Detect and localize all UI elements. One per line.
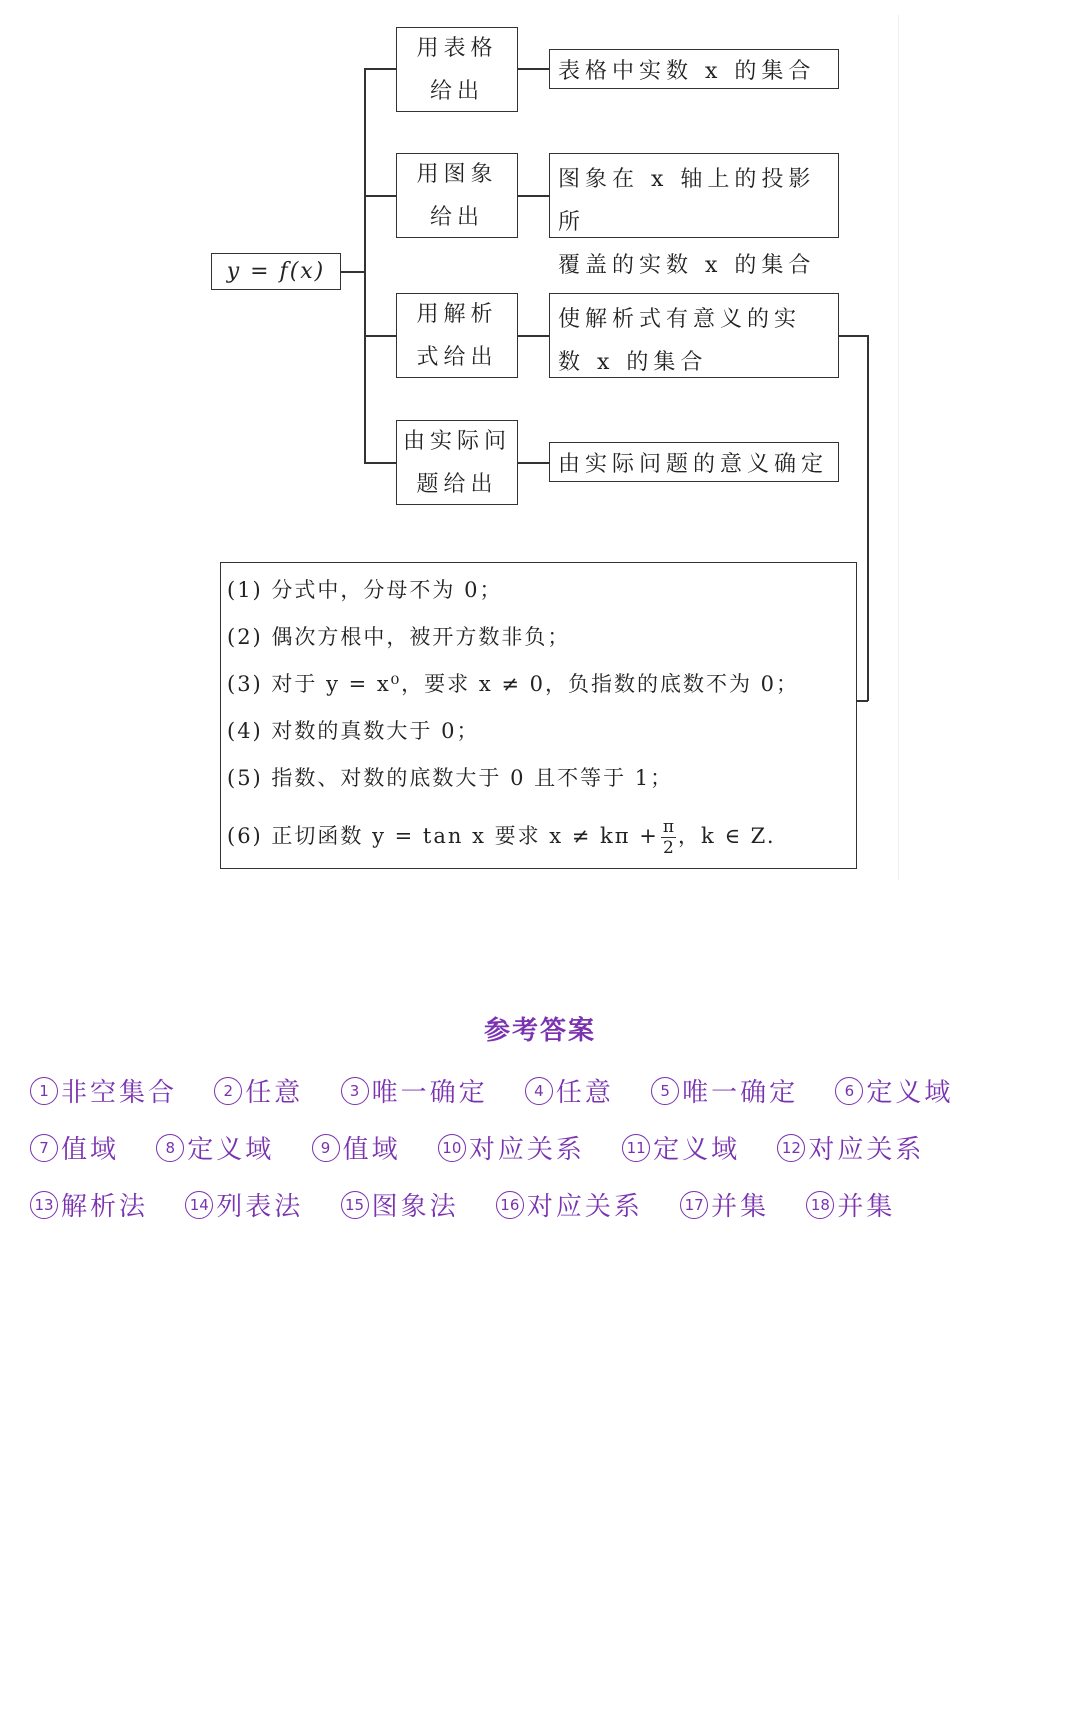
answer-number-badge: 3 <box>341 1077 369 1105</box>
answer-number-badge: 15 <box>341 1191 369 1219</box>
answer-number-badge: 9 <box>312 1134 340 1162</box>
answer-text: 唯一确定 <box>371 1078 488 1108</box>
desc-box-graph <box>549 153 839 278</box>
method-label-line1: 用解析 <box>416 301 498 327</box>
answer-number-badge: 2 <box>214 1077 242 1105</box>
desc-box-formula <box>549 293 839 378</box>
branch-connector-4 <box>364 462 396 464</box>
answer-number-badge: 17 <box>680 1191 708 1219</box>
answer-item <box>185 1192 303 1222</box>
branch-connector-2 <box>364 195 396 197</box>
answer-text: 任意 <box>555 1078 614 1108</box>
answer-text: 定义域 <box>866 1078 954 1108</box>
answer-text: 定义域 <box>653 1135 741 1165</box>
desc-connector-3 <box>518 335 549 337</box>
answer-number-badge: 8 <box>156 1134 184 1162</box>
domain-rules-box <box>220 562 857 869</box>
answer-text: 唯一确定 <box>682 1078 799 1108</box>
answer-number-badge: 12 <box>777 1134 805 1162</box>
branch-connector-1 <box>364 68 396 70</box>
answer-number-badge: 4 <box>525 1077 553 1105</box>
answer-text: 对应关系 <box>808 1135 925 1165</box>
method-label-line1: 用图象 <box>416 161 498 187</box>
answer-number-badge: 13 <box>30 1191 58 1219</box>
answer-item <box>30 1192 148 1222</box>
answer-number-badge: 5 <box>651 1077 679 1105</box>
answer-item <box>777 1135 924 1165</box>
answer-text: 值域 <box>342 1135 401 1165</box>
method-label-line2: 给出 <box>429 204 484 230</box>
answer-number-badge: 16 <box>496 1191 524 1219</box>
answer-item <box>622 1135 740 1165</box>
rule-item-6 <box>227 804 850 868</box>
method-label-line2: 题给出 <box>416 471 498 497</box>
desc-box-table <box>549 49 839 89</box>
desc-connector-4 <box>518 462 549 464</box>
desc-text-line2: 数 x 的集合 <box>558 350 708 375</box>
answer-text: 值域 <box>61 1135 120 1165</box>
root-function-box <box>211 253 341 290</box>
answer-item <box>680 1192 769 1222</box>
rule-item-5: (5) 指数、对数的底数大于 0 且不等于 1； <box>227 766 674 790</box>
answer-number-badge: 1 <box>30 1077 58 1105</box>
rule-6-text-after: ，k ∈ Z. <box>678 824 776 848</box>
branch-trunk <box>364 68 366 463</box>
bracket-top <box>839 335 868 337</box>
answer-item <box>341 1192 459 1222</box>
rule-6-text-before: (6) 正切函数 y = tan x 要求 x ≠ kπ + <box>227 824 659 848</box>
answer-number-badge: 18 <box>806 1191 834 1219</box>
answer-item <box>30 1078 177 1108</box>
fraction-numerator: π <box>662 817 675 837</box>
answer-item <box>835 1078 953 1108</box>
method-label-line1: 用表格 <box>416 35 498 61</box>
method-label-line2: 式给出 <box>416 344 498 370</box>
answer-item <box>525 1078 614 1108</box>
fraction-denominator: 2 <box>663 838 674 858</box>
answer-number-badge: 10 <box>438 1134 466 1162</box>
rule-item-4: (4) 对数的真数大于 0； <box>227 719 480 743</box>
root-function-label: y = f(x) <box>226 259 326 284</box>
desc-text-line2: 覆盖的实数 x 的集合 <box>558 253 816 278</box>
bracket-vertical <box>867 335 869 701</box>
answer-item <box>341 1078 488 1108</box>
rule-item-3: (3) 对于 y = x⁰，要求 x ≠ 0，负指数的底数不为 0； <box>227 672 800 696</box>
branch-connector-3 <box>364 335 396 337</box>
answer-number-badge: 11 <box>622 1134 650 1162</box>
answer-item <box>156 1135 274 1165</box>
answer-text: 并集 <box>837 1192 896 1222</box>
answer-text: 图象法 <box>371 1192 459 1222</box>
answers-list <box>30 1065 1060 1236</box>
answer-text: 并集 <box>711 1192 770 1222</box>
answer-item <box>651 1078 798 1108</box>
desc-text-line1: 使解析式有意义的实 <box>558 307 802 332</box>
method-label-line2: 给出 <box>429 78 484 104</box>
answer-item <box>496 1192 643 1222</box>
answers-title: 参考答案 <box>483 1016 596 1046</box>
answer-number-badge: 7 <box>30 1134 58 1162</box>
method-box-table <box>396 27 518 112</box>
desc-connector-1 <box>518 68 549 70</box>
desc-box-practical <box>549 442 839 482</box>
root-connector <box>341 271 365 273</box>
answer-number-badge: 6 <box>835 1077 863 1105</box>
answer-item <box>438 1135 585 1165</box>
method-box-practical <box>396 420 518 505</box>
answer-text: 解析法 <box>61 1192 149 1222</box>
rule-item-1: (1) 分式中，分母不为 0； <box>227 578 503 602</box>
answer-item <box>214 1078 303 1108</box>
fraction <box>661 817 676 858</box>
method-box-graph <box>396 153 518 238</box>
answer-text: 对应关系 <box>468 1135 585 1165</box>
method-box-formula <box>396 293 518 378</box>
desc-text: 表格中实数 x 的集合 <box>558 58 816 84</box>
method-label-line1: 由实际问 <box>402 428 511 454</box>
answer-text: 任意 <box>245 1078 304 1108</box>
answer-number-badge: 14 <box>185 1191 213 1219</box>
desc-text: 由实际问题的意义确定 <box>558 451 829 477</box>
page-edge-line <box>898 15 899 880</box>
answer-item <box>806 1192 895 1222</box>
desc-connector-2 <box>518 195 549 197</box>
desc-text-line1: 图象在 x 轴上的投影所 <box>558 167 816 235</box>
answer-text: 非空集合 <box>61 1078 178 1108</box>
answer-item <box>312 1135 401 1165</box>
answer-text: 对应关系 <box>526 1192 643 1222</box>
answer-text: 定义域 <box>187 1135 275 1165</box>
answer-text: 列表法 <box>216 1192 304 1222</box>
answer-item <box>30 1135 119 1165</box>
rule-item-2: (2) 偶次方根中，被开方数非负； <box>227 625 571 649</box>
